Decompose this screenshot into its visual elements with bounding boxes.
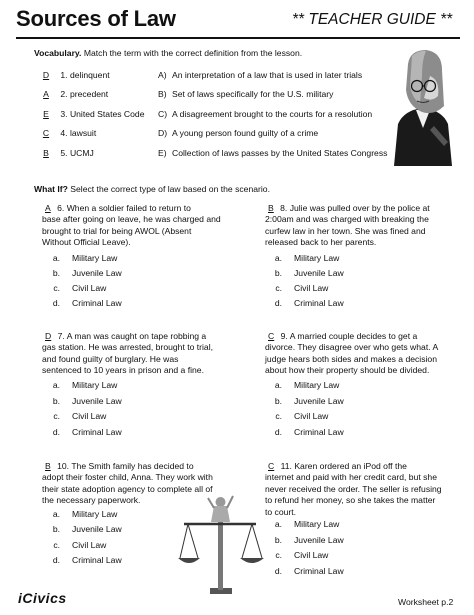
- vocab-definition-letter: B): [158, 89, 167, 99]
- question-answer: C: [268, 331, 275, 341]
- vocab-definition: Collection of laws passes by the United States Congress: [172, 148, 388, 158]
- vocab-term: 2. precedent: [60, 89, 109, 99]
- question-answer: B: [45, 461, 51, 471]
- option-letter: d.: [274, 298, 282, 308]
- option-military: [266, 253, 339, 264]
- option-military: [266, 519, 339, 530]
- question-text: adopt their foster child, Anna. They work with: [42, 472, 213, 483]
- question-answer: D: [45, 331, 52, 341]
- option-juvenile: [266, 535, 344, 546]
- option-text: Civil Law: [294, 550, 329, 560]
- option-juvenile: [44, 396, 122, 407]
- option-letter: c.: [275, 283, 282, 293]
- page-number: Worksheet p.2: [398, 597, 454, 607]
- question-text: sentenced to 10 years in prison and a fine.: [42, 365, 204, 376]
- option-text: Criminal Law: [294, 298, 344, 308]
- option-juvenile: [266, 268, 344, 279]
- option-text: Juvenile Law: [294, 268, 344, 278]
- option-military: [266, 380, 339, 391]
- option-letter: d.: [274, 427, 282, 437]
- vocab-answer: C: [42, 128, 50, 138]
- vocab-definition-letter: E): [158, 148, 167, 158]
- vocab-definition: An interpretation of a law that is used in later trials: [172, 70, 363, 80]
- option-military: [44, 509, 117, 520]
- option-juvenile: [266, 396, 344, 407]
- what-if-heading: What If?: [34, 184, 68, 194]
- option-text: Civil Law: [294, 283, 329, 293]
- option-civil: [266, 411, 328, 422]
- vocab-row: [34, 88, 334, 100]
- question-answer: C: [268, 461, 275, 471]
- question-text: base after going on leave, he was charged and: [42, 214, 221, 225]
- option-letter: c.: [275, 550, 282, 560]
- option-letter: b.: [52, 524, 60, 534]
- option-letter: b.: [52, 268, 60, 278]
- option-military: [44, 253, 117, 264]
- icivics-logo: iCivics: [18, 590, 67, 606]
- option-text: Military Law: [72, 380, 118, 390]
- question-text: When a soldier failed to return to: [66, 203, 191, 213]
- vocab-answer: B: [43, 148, 49, 158]
- question-text: their state adoption agency to complete all of: [42, 483, 213, 494]
- vocab-definition: A young person found guilty of a crime: [172, 128, 319, 138]
- vocab-answer: A: [43, 89, 49, 99]
- vocab-definition-letter: A): [158, 70, 167, 80]
- question-text: brought to trial for being AWOL (Absent: [42, 225, 192, 236]
- option-text: Military Law: [294, 519, 340, 529]
- option-text: Civil Law: [72, 283, 107, 293]
- vocab-definition-letter: D): [158, 128, 168, 138]
- question-text: Julie was pulled over by the police at: [289, 203, 430, 213]
- vocab-row: [34, 69, 363, 81]
- vocab-row: [34, 108, 373, 120]
- vocab-answer: E: [43, 109, 49, 119]
- vocabulary-instructions-text: Match the term with the correct definition from the lesson.: [83, 48, 303, 58]
- vocab-row: [34, 147, 388, 159]
- option-letter: a.: [52, 509, 60, 519]
- option-military: [44, 380, 117, 391]
- question-text: to refund her money, so she takes the matter: [265, 495, 436, 506]
- what-if-instructions: [34, 184, 270, 195]
- option-criminal: [44, 555, 122, 566]
- question-text: curfew law in her town. She was fined and: [265, 225, 426, 236]
- vocab-term: 1. delinquent: [60, 70, 110, 80]
- option-criminal: [44, 298, 122, 309]
- option-letter: d.: [52, 427, 60, 437]
- option-letter: d.: [274, 566, 282, 576]
- vocab-definition-letter: C): [158, 109, 168, 119]
- option-civil: [266, 550, 328, 561]
- question-text: 2:00am and was charged with breaking the: [265, 214, 429, 225]
- option-letter: a.: [274, 253, 282, 263]
- option-text: Criminal Law: [294, 427, 344, 437]
- question-text: Karen ordered an iPod off the: [294, 461, 407, 471]
- option-letter: b.: [52, 396, 60, 406]
- vocab-row: [34, 127, 319, 139]
- option-text: Juvenile Law: [294, 535, 344, 545]
- vocabulary-heading: Vocabulary.: [34, 48, 82, 58]
- option-civil: [44, 283, 106, 294]
- option-juvenile: [44, 268, 122, 279]
- vocab-definition: A disagreement brought to the courts for a resolution: [172, 109, 373, 119]
- scales-of-justice-illustration: [176, 488, 264, 598]
- question-number: 6.: [57, 203, 65, 213]
- option-letter: c.: [53, 411, 60, 421]
- page-title: Sources of Law: [16, 6, 176, 31]
- question-number: 7.: [57, 331, 65, 341]
- question-9: [265, 331, 469, 377]
- option-letter: a.: [52, 380, 60, 390]
- question-text: The Smith family has decided to: [71, 461, 194, 471]
- question-text: A married couple decides to get a: [289, 331, 418, 341]
- judge-illustration: [386, 46, 460, 166]
- title-divider: [16, 37, 460, 39]
- question-text: about how their property should be divided.: [265, 365, 430, 376]
- option-letter: d.: [52, 298, 60, 308]
- option-letter: d.: [52, 555, 60, 565]
- question-text: never received the order. The seller is refusing: [265, 483, 442, 494]
- option-text: Military Law: [294, 380, 340, 390]
- question-number: 11.: [280, 461, 292, 471]
- question-text: judge hears both sides and makes a decision: [265, 353, 437, 364]
- vocabulary-instructions: [34, 48, 302, 59]
- option-juvenile: [44, 524, 122, 535]
- vocab-term: 3. United States Code: [60, 109, 145, 119]
- option-text: Military Law: [294, 253, 340, 263]
- teacher-guide-label: ** TEACHER GUIDE **: [292, 11, 453, 28]
- what-if-instructions-text: Select the correct type of law based on the scenario.: [70, 184, 270, 194]
- option-criminal: [266, 298, 344, 309]
- question-text: and found guilty of burglary. He was: [42, 353, 179, 364]
- question-7: [42, 331, 242, 377]
- question-text: divorce. They disagree over who gets what. A: [265, 342, 439, 353]
- question-number: 8.: [280, 203, 288, 213]
- option-criminal: [266, 427, 344, 438]
- option-text: Juvenile Law: [72, 268, 122, 278]
- option-civil: [266, 283, 328, 294]
- vocab-term: 4. lawsuit: [60, 128, 97, 138]
- question-answer: A: [45, 203, 51, 213]
- option-criminal: [44, 427, 122, 438]
- vocab-answer: D: [42, 70, 50, 80]
- question-text: Without Official Leave).: [42, 237, 131, 248]
- option-text: Criminal Law: [72, 298, 122, 308]
- question-text: to court.: [265, 506, 297, 517]
- option-text: Civil Law: [72, 411, 107, 421]
- question-6: [42, 203, 242, 249]
- option-text: Military Law: [72, 253, 118, 263]
- question-number: 10.: [57, 461, 70, 471]
- option-text: Criminal Law: [294, 566, 344, 576]
- vocab-term: 5. UCMJ: [60, 148, 94, 158]
- question-text: gas station. He was arrested, brought to trial,: [42, 342, 214, 353]
- question-11: [265, 461, 469, 518]
- question-text: internet and paid with her credit card, but she: [265, 472, 437, 483]
- option-text: Juvenile Law: [72, 524, 122, 534]
- question-text: A man was caught on tape robbing a: [66, 331, 207, 341]
- vocab-definition: Set of laws specifically for the U.S. military: [172, 89, 334, 99]
- option-text: Criminal Law: [72, 555, 122, 565]
- option-letter: c.: [53, 540, 60, 550]
- option-text: Juvenile Law: [72, 396, 122, 406]
- option-text: Military Law: [72, 509, 118, 519]
- question-text: the necessary paperwork.: [42, 495, 141, 506]
- option-letter: b.: [274, 535, 282, 545]
- option-text: Civil Law: [294, 411, 329, 421]
- question-8: [265, 203, 465, 249]
- option-text: Criminal Law: [72, 427, 122, 437]
- option-text: Civil Law: [72, 540, 107, 550]
- question-answer: B: [268, 203, 274, 213]
- question-text: released back to her parents.: [265, 237, 377, 248]
- option-letter: b.: [274, 396, 282, 406]
- option-letter: b.: [274, 268, 282, 278]
- option-letter: a.: [274, 380, 282, 390]
- option-civil: [44, 411, 106, 422]
- option-criminal: [266, 566, 344, 577]
- option-letter: c.: [275, 411, 282, 421]
- option-letter: a.: [274, 519, 282, 529]
- option-letter: a.: [52, 253, 60, 263]
- option-letter: c.: [53, 283, 60, 293]
- option-text: Juvenile Law: [294, 396, 344, 406]
- question-number: 9.: [280, 331, 288, 341]
- option-civil: [44, 540, 106, 551]
